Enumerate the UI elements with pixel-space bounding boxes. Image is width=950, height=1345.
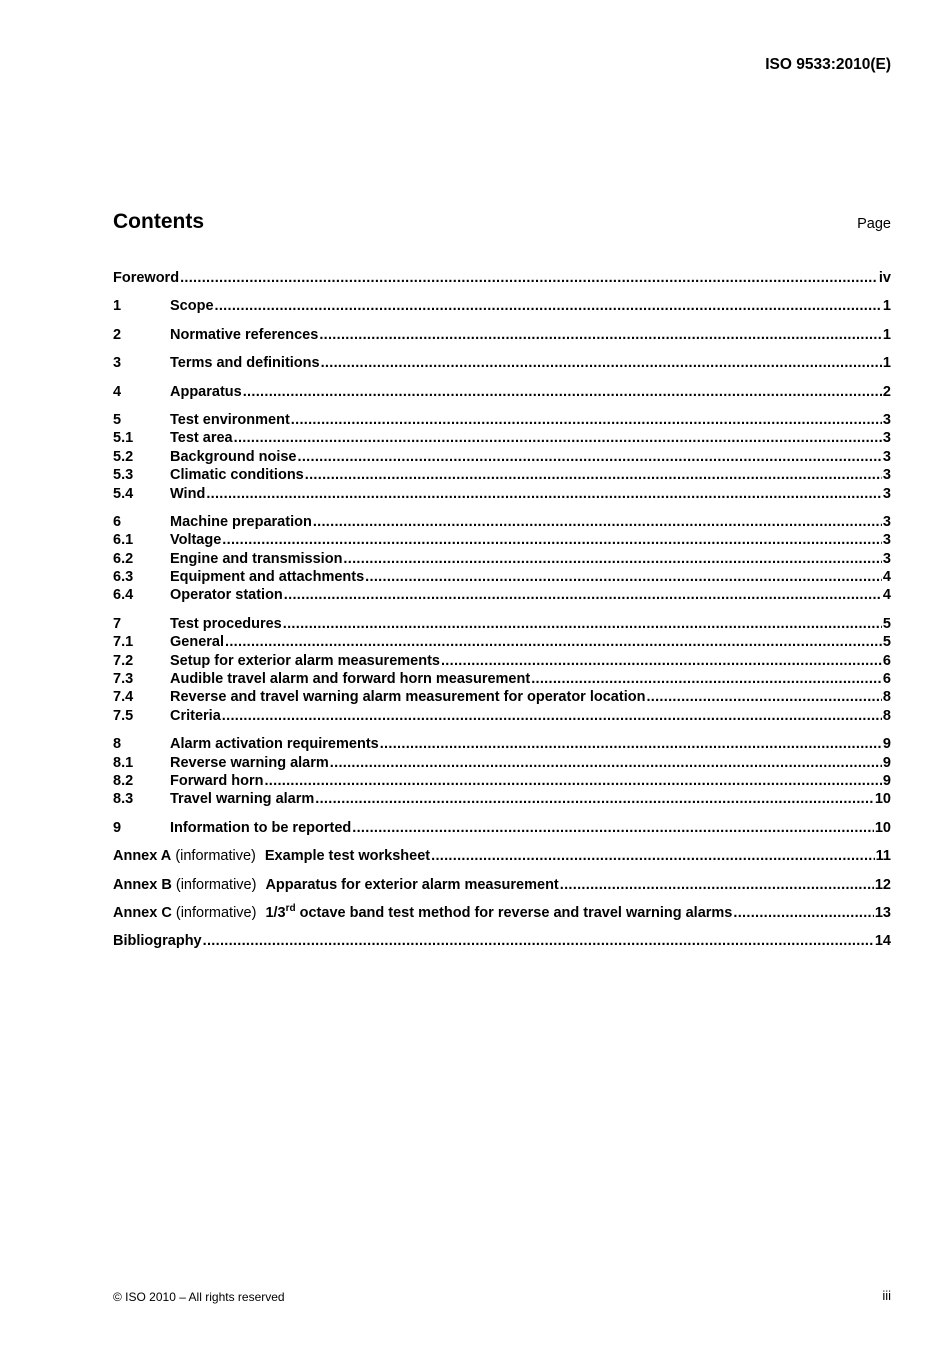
toc-entry-page: 3	[882, 411, 891, 428]
toc-entry-page: 9	[882, 772, 891, 789]
annex-type: (informative)	[175, 904, 257, 921]
toc-entry[interactable]	[113, 354, 891, 372]
toc-entry-page: iv	[878, 270, 891, 286]
dot-leader	[215, 297, 882, 315]
toc-entry-page: 12	[874, 876, 891, 893]
toc-entry[interactable]	[113, 326, 891, 344]
copyright-notice: © ISO 2010 – All rights reserved	[113, 1290, 285, 1304]
dot-leader	[298, 448, 882, 466]
toc-entry-title: Voltage	[170, 532, 222, 549]
toc-entry-page: 10	[874, 819, 891, 836]
toc-entry-number: 8.2	[113, 772, 134, 789]
toc-entry[interactable]	[113, 615, 891, 633]
toc-entry-title: Engine and transmission	[170, 550, 343, 567]
toc-entry-title: Machine preparation	[170, 513, 312, 530]
toc-entry[interactable]	[113, 772, 891, 790]
toc-group	[113, 819, 891, 837]
toc-entry-number: 5.1	[113, 430, 134, 447]
toc-entry-title: Terms and definitions	[170, 355, 320, 372]
toc-entry-page: 3	[882, 550, 891, 567]
toc-entry-page: 1	[882, 326, 891, 343]
toc-entry-number: 7.4	[113, 689, 134, 706]
toc-entry-title: Foreword	[113, 270, 180, 286]
toc-entry-title: Test area	[170, 430, 233, 447]
toc-entry-page: 11	[875, 848, 891, 865]
toc-entry[interactable]	[113, 652, 891, 670]
dot-leader	[646, 688, 881, 706]
toc-entry-annex-b[interactable]	[113, 876, 891, 894]
toc-entry-page: 1	[882, 298, 891, 315]
toc-group	[113, 354, 891, 372]
toc-entry[interactable]	[113, 411, 891, 429]
dot-leader	[343, 550, 882, 568]
dot-leader	[225, 633, 882, 651]
toc-entry-annex-a[interactable]	[113, 847, 891, 865]
toc-entry-number: 6.2	[113, 550, 134, 567]
toc-group	[113, 615, 891, 725]
toc-entry[interactable]	[113, 568, 891, 586]
toc-entry-page: 6	[882, 652, 891, 669]
toc-entry-page: 14	[874, 933, 891, 950]
toc-entry[interactable]	[113, 531, 891, 549]
dot-leader	[264, 772, 881, 790]
toc-entry-page: 3	[882, 532, 891, 549]
toc-entry-number: 6	[113, 513, 122, 530]
toc-entry[interactable]	[113, 754, 891, 772]
annex-label: Annex C	[113, 904, 172, 921]
toc-entry-number: 8	[113, 736, 122, 753]
toc-group	[113, 383, 891, 401]
toc-entry-page: 4	[882, 587, 891, 604]
annex-title-prefix: 1/3	[265, 904, 286, 921]
toc-entry-number: 7.3	[113, 671, 134, 688]
dot-leader	[305, 466, 882, 484]
dot-leader	[283, 615, 882, 633]
toc-group	[113, 932, 891, 950]
annex-title	[265, 904, 732, 922]
toc-entry-title: Travel warning alarm	[170, 791, 315, 808]
annex-title-superscript: rd	[285, 902, 296, 914]
toc-entry-number: 8.3	[113, 791, 134, 808]
toc-entry-number: 5	[113, 411, 122, 428]
toc-entry-number: 4	[113, 383, 122, 400]
annex-title: Apparatus for exterior alarm measurement	[265, 876, 559, 893]
dot-leader	[321, 354, 882, 372]
annex-label: Annex B	[113, 876, 172, 893]
toc-entry-title: Forward horn	[170, 772, 264, 789]
toc-group	[113, 904, 891, 922]
toc-entry[interactable]	[113, 429, 891, 447]
toc-entry-foreword[interactable]	[113, 269, 891, 287]
toc-entry[interactable]	[113, 707, 891, 725]
toc-entry-page: 9	[882, 736, 891, 753]
document-id: ISO 9533:2010(E)	[765, 56, 891, 73]
toc-entry-number: 6.3	[113, 569, 134, 586]
dot-leader	[733, 904, 873, 922]
toc-group	[113, 513, 891, 605]
toc-entry-number: 5.4	[113, 485, 134, 502]
toc-group	[113, 326, 891, 344]
toc-entry-title: Normative references	[170, 326, 319, 343]
toc-entry-number: 3	[113, 355, 122, 372]
toc-entry-title: Bibliography	[113, 933, 202, 950]
toc-entry-number: 5.3	[113, 467, 134, 484]
toc-entry-number: 7.2	[113, 652, 134, 669]
toc-group	[113, 876, 891, 894]
toc-entry[interactable]	[113, 513, 891, 531]
toc-entry-page: 2	[882, 383, 891, 400]
toc-group	[113, 269, 891, 287]
dot-leader	[431, 847, 875, 865]
toc-entry[interactable]	[113, 790, 891, 808]
dot-leader	[365, 568, 882, 586]
toc-entry[interactable]	[113, 688, 891, 706]
toc-entry-page: 3	[882, 467, 891, 484]
toc-entry-title: Test procedures	[170, 615, 282, 632]
toc-entry-title: Wind	[170, 485, 206, 502]
toc-group	[113, 297, 891, 315]
dot-leader	[441, 652, 882, 670]
toc-entry-title: Scope	[170, 298, 214, 315]
toc-entry-page: 13	[874, 904, 891, 921]
toc-entry-title: General	[170, 634, 224, 651]
dot-leader	[222, 531, 882, 549]
table-of-contents	[113, 269, 891, 961]
toc-entry-number: 6.1	[113, 532, 134, 549]
toc-entry-title: Climatic conditions	[170, 467, 304, 484]
toc-entry-number: 7.5	[113, 707, 134, 724]
toc-entry[interactable]	[113, 819, 891, 837]
toc-entry[interactable]	[113, 633, 891, 651]
toc-group	[113, 735, 891, 809]
toc-entry-page: 10	[874, 791, 891, 808]
annex-type: (informative)	[175, 876, 257, 893]
toc-entry-title: Criteria	[170, 707, 221, 724]
annex-title-rest: octave band test method for reverse and travel warning alarms	[295, 904, 733, 921]
dot-leader	[330, 754, 882, 772]
dot-leader	[203, 932, 874, 950]
toc-entry-number: 8.1	[113, 754, 134, 771]
toc-entry[interactable]	[113, 466, 891, 484]
toc-entry[interactable]	[113, 735, 891, 753]
page-column-label: Page	[857, 216, 891, 232]
toc-entry-page: 9	[882, 754, 891, 771]
toc-entry-number: 7.1	[113, 634, 134, 651]
dot-leader	[313, 513, 882, 531]
toc-entry-title: Test environment	[170, 411, 290, 428]
dot-leader	[222, 707, 882, 725]
toc-entry-page: 1	[882, 355, 891, 372]
toc-entry[interactable]	[113, 485, 891, 503]
toc-entry-title: Audible travel alarm and forward horn measurement	[170, 671, 531, 688]
dot-leader	[560, 876, 874, 894]
toc-entry-page: 4	[882, 569, 891, 586]
toc-entry-bibliography[interactable]	[113, 932, 891, 950]
dot-leader	[284, 586, 882, 604]
toc-entry-title: Reverse and travel warning alarm measurement for operator location	[170, 689, 646, 706]
dot-leader	[380, 735, 882, 753]
toc-entry-number: 1	[113, 298, 122, 315]
toc-entry-page: 5	[882, 615, 891, 632]
annex-label: Annex A	[113, 848, 172, 865]
dot-leader	[319, 326, 882, 344]
dot-leader	[315, 790, 874, 808]
toc-entry-page: 8	[882, 707, 891, 724]
dot-leader	[206, 485, 882, 503]
toc-entry[interactable]	[113, 448, 891, 466]
contents-title: Contents	[113, 210, 204, 233]
toc-entry-number: 6.4	[113, 587, 134, 604]
toc-entry-page: 6	[882, 671, 891, 688]
toc-entry-title: Information to be reported	[170, 819, 352, 836]
toc-group	[113, 411, 891, 503]
toc-entry-title: Background noise	[170, 448, 297, 465]
toc-group	[113, 847, 891, 865]
toc-entry-page: 3	[882, 448, 891, 465]
toc-entry-title: Reverse warning alarm	[170, 754, 329, 771]
toc-entry-title: Operator station	[170, 587, 283, 604]
toc-entry[interactable]	[113, 383, 891, 401]
toc-entry[interactable]	[113, 297, 891, 315]
dot-leader	[234, 429, 882, 447]
annex-type: (informative)	[175, 848, 256, 865]
toc-entry-number: 7	[113, 615, 122, 632]
toc-entry-number: 9	[113, 819, 122, 836]
toc-entry-title: Equipment and attachments	[170, 569, 365, 586]
toc-entry-title: Apparatus	[170, 383, 242, 400]
dot-leader	[180, 269, 878, 287]
dot-leader	[352, 819, 874, 837]
toc-entry-annex-c[interactable]	[113, 904, 891, 922]
toc-entry[interactable]	[113, 550, 891, 568]
dot-leader	[291, 411, 882, 429]
toc-entry[interactable]	[113, 670, 891, 688]
page-number: iii	[882, 1288, 891, 1303]
toc-entry-page: 3	[882, 485, 891, 502]
toc-entry-page: 3	[882, 430, 891, 447]
dot-leader	[531, 670, 882, 688]
toc-entry-title: Alarm activation requirements	[170, 736, 379, 753]
toc-entry-page: 8	[882, 689, 891, 706]
toc-entry[interactable]	[113, 586, 891, 604]
toc-entry-number: 2	[113, 326, 122, 343]
toc-entry-page: 5	[882, 634, 891, 651]
toc-entry-number: 5.2	[113, 448, 134, 465]
toc-entry-title: Setup for exterior alarm measurements	[170, 652, 440, 669]
dot-leader	[243, 383, 882, 401]
toc-entry-page: 3	[882, 513, 891, 530]
annex-title: Example test worksheet	[264, 848, 431, 865]
